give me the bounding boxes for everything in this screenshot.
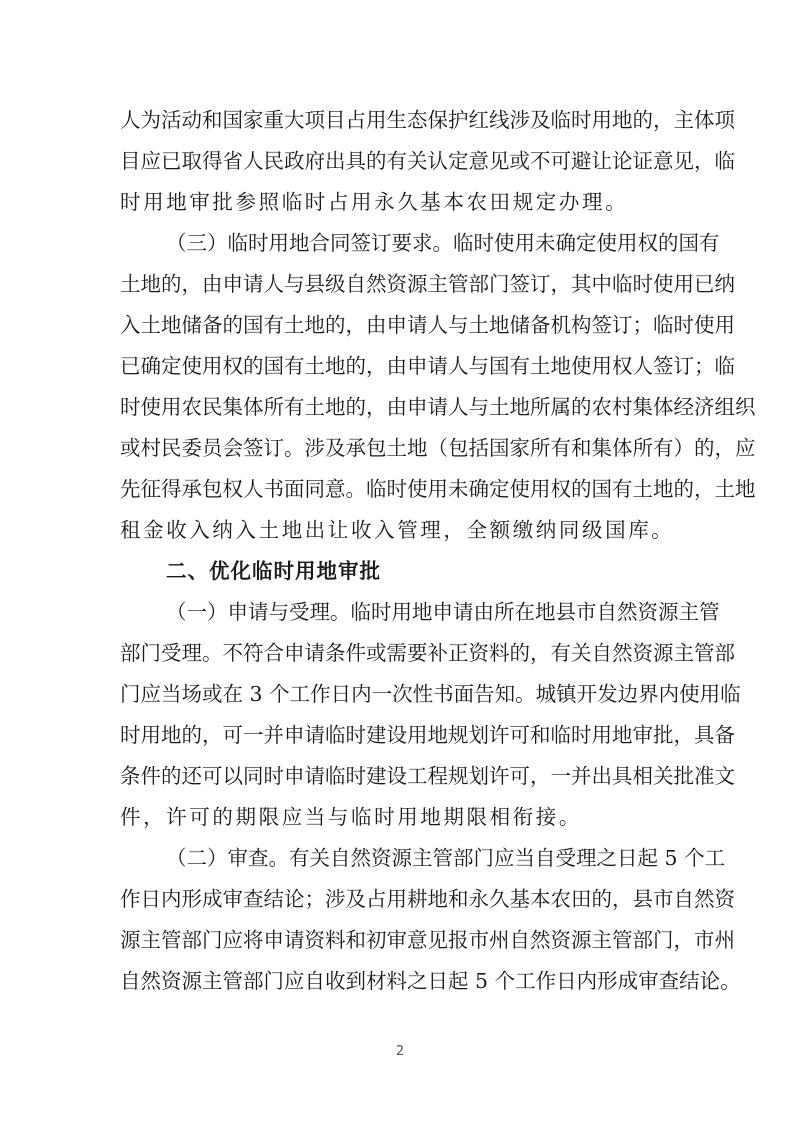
paragraph-line: 自然资源主管部门应自收到材料之日起 5 个工作日内形成审查结论。 — [120, 969, 741, 993]
paragraph-line: 已确定使用权的国有土地的，由申请人与国有土地使用权人签订；临 — [120, 354, 735, 378]
paragraph-line: 时使用农民集体所有土地的，由申请人与土地所属的农村集体经济组织 — [120, 395, 756, 419]
paragraph-line: 人为活动和国家重大项目占用生态保护红线涉及临时用地的，主体项 — [120, 108, 735, 132]
paragraph-line: 时用地审批参照临时占用永久基本农田规定办理。 — [120, 190, 629, 214]
paragraph-line: 部门受理。不符合申请条件或需要补正资料的，有关自然资源主管部 — [120, 641, 735, 665]
paragraph-line: 条件的还可以同时申请临时建设工程规划许可，一并出具相关批准文 — [120, 764, 735, 788]
paragraph-line: 先征得承包权人书面同意。临时使用未确定使用权的国有土地的，土地 — [120, 477, 756, 501]
paragraph-line: （一）申请与受理。临时用地申请由所在地县市自然资源主管 — [166, 600, 720, 624]
paragraph-line: （二）审查。有关自然资源主管部门应当自受理之日起 5 个工 — [166, 846, 726, 870]
paragraph-line: （三）临时用地合同签订要求。临时使用未确定使用权的国有 — [166, 231, 720, 255]
paragraph-line: 时用地的，可一并申请临时建设用地规划许可和临时用地审批，具备 — [120, 723, 735, 747]
paragraph-line: 目应已取得省人民政府出具的有关认定意见或不可避让论证意见，临 — [120, 149, 735, 173]
paragraph-line: 源主管部门应将申请资料和初审意见报市州自然资源主管部门，市州 — [120, 928, 735, 952]
paragraph-line: 入土地储备的国有土地的，由申请人与土地储备机构签订；临时使用 — [120, 313, 735, 337]
page-number: 2 — [395, 1044, 405, 1059]
paragraph-line: 租金收入纳入土地出让收入管理，全额缴纳同级国库。 — [120, 518, 675, 542]
document-body — [120, 100, 756, 1002]
paragraph-line: 作日内形成审查结论；涉及占用耕地和永久基本农田的，县市自然资 — [120, 887, 735, 911]
paragraph-line: 或村民委员会签订。涉及承包土地（包括国家所有和集体所有）的，应 — [120, 436, 756, 460]
paragraph-line: 件，许可的期限应当与临时用地期限相衔接。 — [120, 805, 582, 829]
section-heading: 二、优化临时用地审批 — [166, 559, 381, 583]
paragraph-line: 门应当场或在 3 个工作日内一次性书面告知。城镇开发边界内使用临 — [120, 682, 741, 706]
paragraph-line: 土地的，由申请人与县级自然资源主管部门签订，其中临时使用已纳 — [120, 272, 735, 296]
